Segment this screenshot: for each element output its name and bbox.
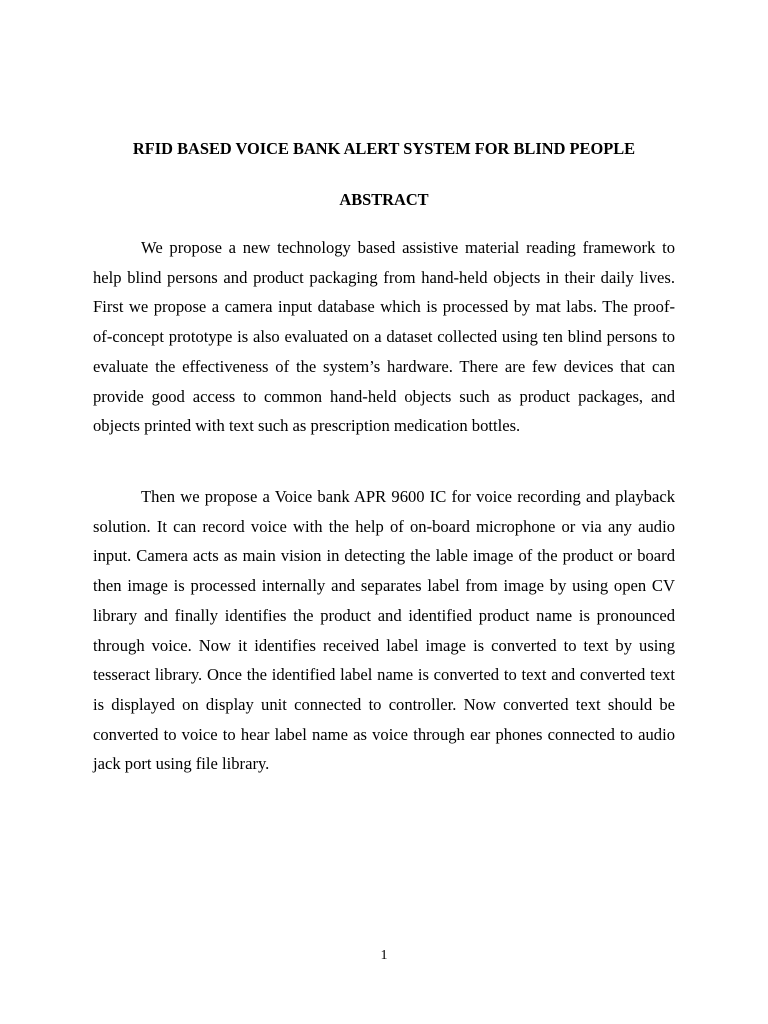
abstract-heading: ABSTRACT <box>339 190 429 209</box>
page-number: 1 <box>380 948 388 963</box>
abstract-paragraph-2: Then we propose a Voice bank APR 9600 IC for voice recording and playback solution. It can record voice with the help of on-board microphone or via any audio input. Camera acts as main vision in detecting the lable image of the product or board then image is processed internally and separates label from image by using open CV library and finally identifies the product and identified product name is pronounced through voice. Now it identifies received label image is converted to text by using tesseract library. Once the identified label name is converted to text and converted text is displayed on display unit connected to controller. Now converted text should be converted to voice to hear label name as voice through ear phones connected to audio jack port using file library. <box>93 487 675 774</box>
abstract-paragraph-1: We propose a new technology based assistive material reading framework to help blind persons and product packaging from hand-held objects in their daily lives. First we propose a camera input database which is processed by mat labs. The proof-of-concept prototype is also evaluated on a dataset collected using ten blind persons to evaluate the effectiveness of the system’s hardware. There are few devices that can provide good access to common hand-held objects such as product packages, and objects printed with text such as prescription medication bottles. <box>93 238 675 436</box>
document-title: RFID BASED VOICE BANK ALERT SYSTEM FOR BLIND PEOPLE <box>132 139 636 158</box>
